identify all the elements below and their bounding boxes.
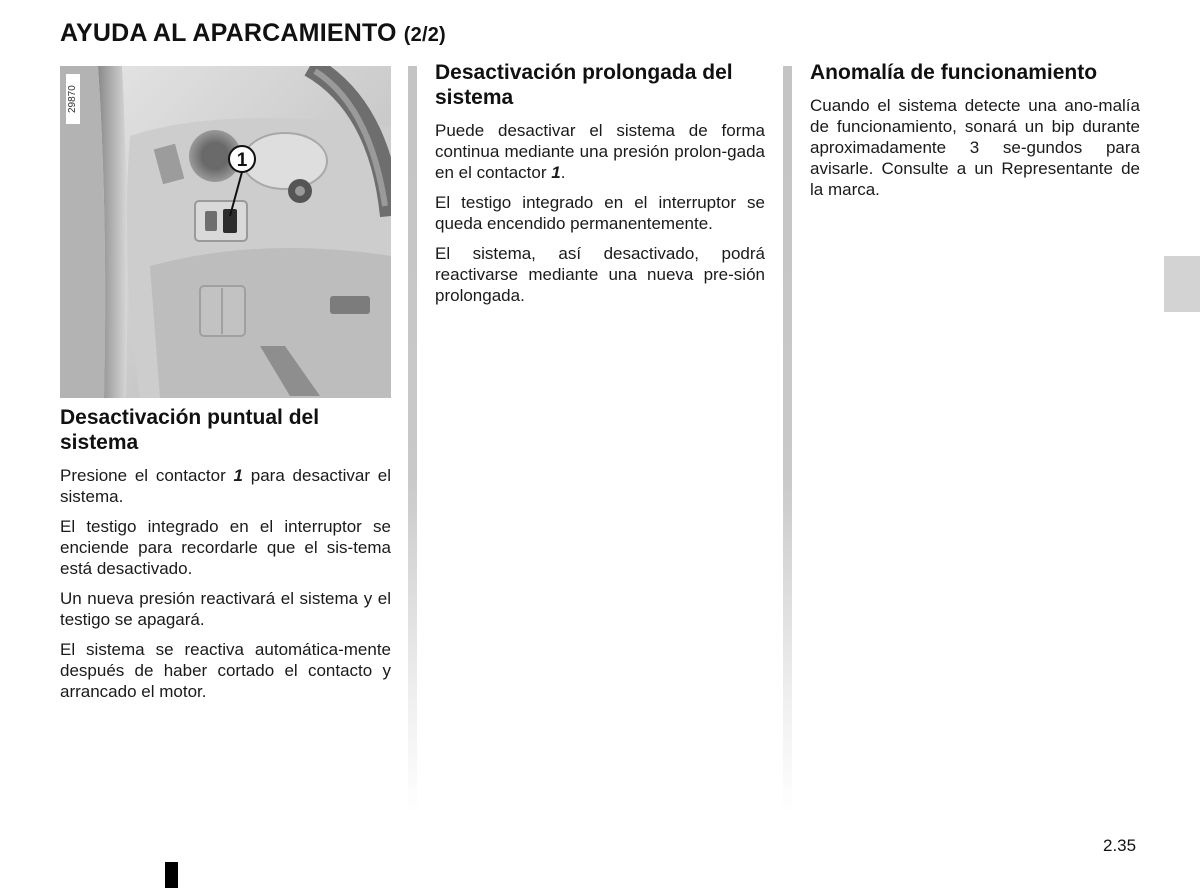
column-left — [60, 60, 391, 711]
paragraph-puntual-3: Un nueva presión reactivará el sistema y el testigo se apagará. — [60, 589, 391, 629]
column-divider-right — [783, 66, 792, 816]
section-title-anomalia: Anomalía de funcionamiento — [810, 61, 1098, 84]
callout-label: 1 — [236, 150, 248, 171]
figure-reference-number: 29870 — [66, 74, 80, 124]
section-title-prolongada: Desactivación prolongada del sistema — [435, 61, 733, 109]
paragraph-anomalia-1: Cuando el sistema detecte una ano-malía de funcionamiento, sonará un bip durante aproximadamente 3 se-gundos para avisarle. Consulte a un Representante de la marca. — [810, 96, 1140, 199]
paragraph-prolongada-1 — [435, 120, 765, 183]
page-title — [60, 19, 446, 48]
page-title-suffix: (2/2) — [403, 24, 446, 46]
paragraph-puntual-1 — [60, 465, 391, 507]
page-title-main: AYUDA AL APARCAMIENTO — [60, 19, 397, 47]
paragraph-text: para desactivar el sistema. — [60, 466, 392, 506]
section-title-puntual: Desactivación puntual del sistema — [60, 406, 320, 454]
paragraph-text: . — [560, 163, 566, 182]
contactor-reference: 1 — [233, 466, 243, 485]
paragraph-puntual-4: El sistema se reactiva automática-mente después de haber cortado el contacto y arrancado el motor. — [60, 640, 391, 701]
paragraph-puntual-2: El testigo integrado en el interruptor se enciende para recordarle que el sis-tema está desactivado. — [60, 517, 391, 578]
paragraph-prolongada-2: El testigo integrado en el interruptor se queda encendido permanentemente. — [435, 193, 765, 233]
column-divider-left — [408, 66, 417, 816]
column-right — [810, 60, 1140, 209]
column-middle — [435, 60, 765, 315]
callout-badge — [60, 66, 391, 398]
dashboard-figure — [60, 66, 391, 398]
paragraph-text: Puede desactivar el sistema de forma continua mediante una presión prolon-gada en el contactor — [435, 121, 765, 182]
paragraph-prolongada-3: El sistema, así desactivado, podrá reactivarse mediante una nueva pre-sión prolongada. — [435, 244, 765, 305]
chapter-side-tab — [1164, 256, 1200, 312]
print-crop-mark — [165, 862, 178, 888]
page-number: 2.35 — [1103, 836, 1137, 855]
contactor-reference: 1 — [551, 163, 561, 182]
paragraph-text: Presione el contactor — [60, 466, 234, 485]
